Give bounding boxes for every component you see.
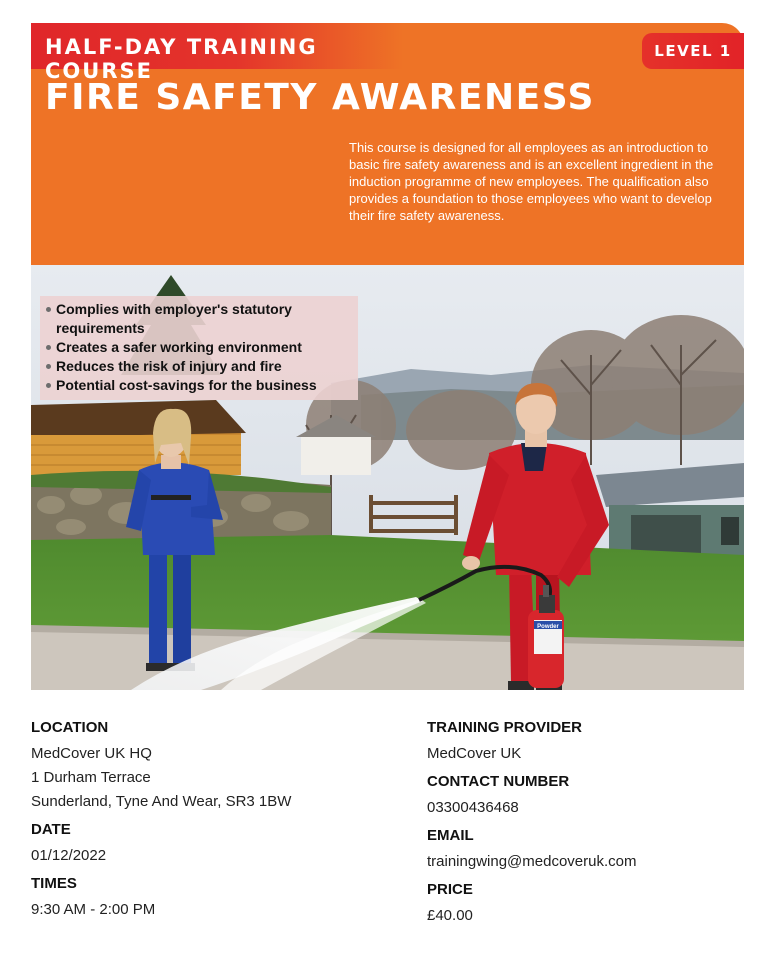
contact-number[interactable]: 03300436468 (427, 799, 519, 816)
benefit-item: Reduces the risk of injury and fire (44, 357, 352, 376)
location-line: Sunderland, Tyne And Wear, SR3 1BW (31, 793, 292, 810)
provider-section (427, 718, 747, 766)
contact-section (427, 772, 747, 820)
date-value: 01/12/2022 (31, 847, 107, 864)
date-section (31, 820, 411, 868)
level-badge: LEVEL 1 (642, 33, 744, 69)
email-section (427, 826, 747, 874)
location-label: LOCATION (31, 719, 109, 736)
provider-label: TRAINING PROVIDER (427, 719, 583, 736)
times-value: 9:30 AM - 2:00 PM (31, 901, 156, 918)
email-link[interactable]: trainingwing@medcoveruk.com (427, 853, 637, 870)
location-section (31, 718, 411, 814)
date-label: DATE (31, 821, 71, 838)
details-right-column (427, 718, 747, 934)
extinguisher-label: Powder (537, 624, 559, 630)
times-label: TIMES (31, 875, 77, 892)
course-type-label: HALF-DAY TRAINING COURSE (45, 35, 318, 83)
email-label: EMAIL (427, 827, 474, 844)
location-line: 1 Durham Terrace (31, 769, 151, 786)
course-description: This course is designed for all employees as an introduction to basic fire safety awareness and is an excellent ingredient in the induction programme of new employees. The qualification also provides a foundation to those employees who want to develop their fire safety awareness. (349, 140, 714, 223)
benefit-item: Complies with employer's statutory requirements (44, 300, 352, 338)
price-value: £40.00 (427, 907, 473, 924)
details-left-column (31, 718, 411, 928)
location-line: MedCover UK HQ (31, 745, 152, 762)
price-section (427, 880, 747, 928)
provider-value: MedCover UK (427, 745, 522, 762)
benefit-item: Creates a safer working environment (44, 338, 352, 357)
page-title: FIRE SAFETY AWARENESS (45, 77, 595, 118)
price-label: PRICE (427, 881, 473, 898)
benefit-item: Potential cost-savings for the business (44, 376, 352, 395)
contact-label: CONTACT NUMBER (427, 773, 570, 790)
benefits-list (40, 296, 358, 400)
header-banner (31, 23, 744, 265)
course-type-bar (31, 23, 403, 83)
times-section (31, 874, 411, 922)
